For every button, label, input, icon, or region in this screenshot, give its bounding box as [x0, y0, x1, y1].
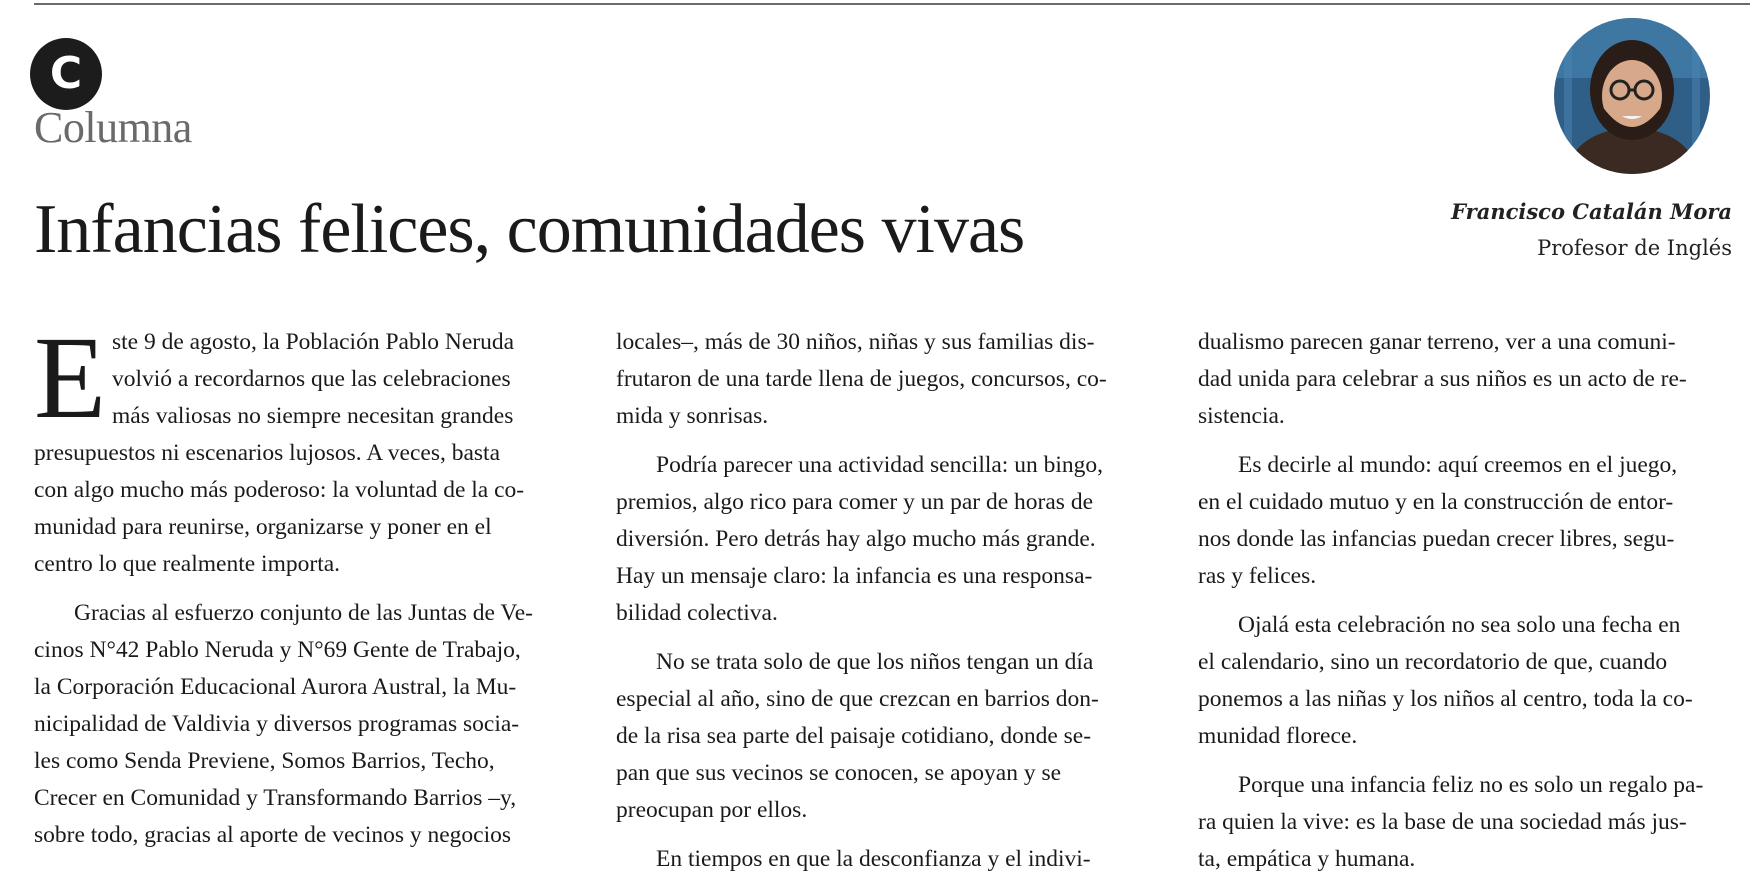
- text-line: volvió a recordarnos que las celebraciones: [112, 366, 511, 392]
- text-line: No se trata solo de que los niños tengan un día: [656, 649, 1094, 675]
- text-line: premios, algo rico para comer y un par de horas de: [616, 489, 1093, 515]
- text-line: de la risa sea parte del paisaje cotidiano, donde se-: [616, 723, 1092, 749]
- text-line: sistencia.: [1198, 403, 1285, 429]
- text-line: Hay un mensaje claro: la infancia es una responsa-: [616, 563, 1093, 589]
- text-line: bilidad colectiva.: [616, 600, 778, 626]
- text-line: dad unida para celebrar a sus niños es un acto de re-: [1198, 366, 1687, 392]
- text-line: Es decirle al mundo: aquí creemos en el juego,: [1238, 452, 1678, 478]
- article-column-3: [1198, 324, 1750, 878]
- text-line: más valiosas no siempre necesitan grandes: [112, 403, 514, 429]
- text-line: En tiempos en que la desconfianza y el indivi-: [656, 846, 1091, 872]
- text-line: preocupan por ellos.: [616, 797, 808, 823]
- headline: Infancias felices, comunidades vivas: [34, 191, 1025, 268]
- text-line: nicipalidad de Valdivia y diversos programas socia-: [34, 711, 520, 737]
- text-line: ra quien la vive: es la base de una sociedad más jus-: [1198, 809, 1687, 835]
- text-line: locales–, más de 30 niños, niñas y sus familias dis-: [616, 329, 1095, 355]
- text-line: centro lo que realmente importa.: [34, 551, 341, 577]
- text-line: ste 9 de agosto, la Población Pablo Neruda: [112, 329, 515, 355]
- text-line: dualismo parecen ganar terreno, ver a una comuni-: [1198, 329, 1676, 355]
- author-name: Francisco Catalán Mora: [1451, 199, 1732, 224]
- text-line: Podría parecer una actividad sencilla: un bingo,: [656, 452, 1103, 478]
- text-line: frutaron de una tarde llena de juegos, concursos, co-: [616, 366, 1107, 392]
- top-rule: [34, 3, 1750, 5]
- section-name: Columna: [34, 103, 192, 152]
- text-line: Crecer en Comunidad y Transformando Barrios –y,: [34, 785, 517, 811]
- section-logo: C: [30, 38, 102, 110]
- author-photo: [1554, 18, 1710, 174]
- text-line: pan que sus vecinos se conocen, se apoyan y se: [616, 760, 1062, 786]
- text-line: cinos N°42 Pablo Neruda y N°69 Gente de Trabajo,: [34, 637, 521, 663]
- text-line: especial al año, sino de que crezcan en barrios don-: [616, 686, 1099, 712]
- text-line: con algo mucho más poderoso: la voluntad de la co-: [34, 477, 525, 503]
- text-line: munidad florece.: [1198, 723, 1358, 749]
- text-line: mida y sonrisas.: [616, 403, 769, 429]
- article-column-1: [34, 312, 586, 854]
- text-line: ras y felices.: [1198, 563, 1317, 589]
- drop-cap: E: [34, 312, 107, 443]
- text-line: presupuestos ni escenarios lujosos. A veces, basta: [34, 440, 500, 466]
- text-line: les como Senda Previene, Somos Barrios, Techo,: [34, 748, 495, 774]
- text-line: diversión. Pero detrás hay algo mucho más grande.: [616, 526, 1096, 552]
- text-line: Porque una infancia feliz no es solo un regalo pa-: [1238, 772, 1704, 798]
- text-line: en el cuidado mutuo y en la construcción de entor-: [1198, 489, 1674, 515]
- author-role: Profesor de Inglés: [1537, 236, 1732, 260]
- text-line: sobre todo, gracias al aporte de vecinos y negocios: [34, 822, 512, 848]
- text-line: ponemos a las niñas y los niños al centro, toda la co-: [1198, 686, 1693, 712]
- text-line: Ojalá esta celebración no sea solo una fecha en: [1238, 612, 1681, 638]
- text-line: nos donde las infancias puedan crecer libres, segu-: [1198, 526, 1675, 552]
- text-line: ta, empática y humana.: [1198, 846, 1416, 872]
- text-line: Gracias al esfuerzo conjunto de las Juntas de Ve-: [74, 600, 533, 626]
- text-line: el calendario, sino un recordatorio de que, cuando: [1198, 649, 1668, 675]
- article-column-2: [616, 324, 1168, 878]
- text-line: munidad para reunirse, organizarse y poner en el: [34, 514, 492, 540]
- text-line: la Corporación Educacional Aurora Austral, la Mu-: [34, 674, 517, 700]
